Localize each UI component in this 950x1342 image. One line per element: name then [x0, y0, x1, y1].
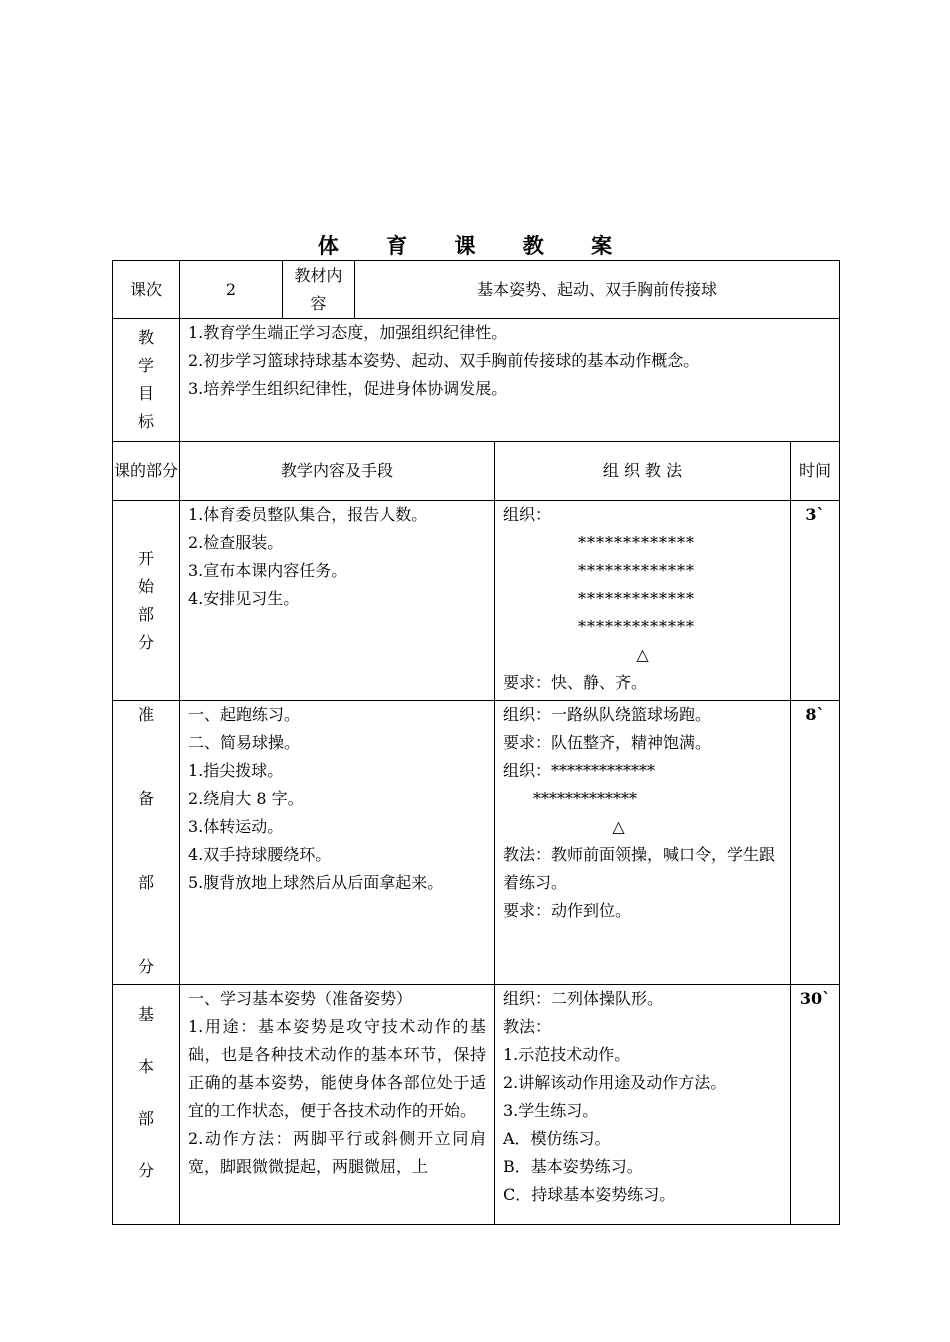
column-header-row [113, 442, 840, 501]
objectives-row [113, 319, 840, 442]
header-row [113, 261, 840, 319]
objective-item: 3.培养学生组织纪律性，促进身体协调发展。 [188, 379, 508, 398]
material-value: 基本姿势、起动、双手胸前传接球 [355, 261, 840, 319]
section-label: 准 备 部 分 [113, 701, 180, 985]
lesson-plan-table [112, 260, 840, 1225]
col-time: 时间 [791, 442, 840, 501]
section-method: 组织：一路纵队绕篮球场跑。 要求：队伍整齐，精神饱满。 组织：************* ************* △ 教法：教师前面领操，喊口令，学生跟着练习。 要求：动作到位。 [495, 701, 791, 985]
section-time: 30` [791, 985, 840, 1225]
objective-item: 2.初步学习篮球持球基本姿势、起动、双手胸前传接球的基本动作概念。 [188, 351, 700, 370]
col-content: 教学内容及手段 [180, 442, 495, 501]
objectives-content [180, 319, 840, 442]
teacher-position-marker: △ [612, 817, 625, 836]
section-time: 3` [791, 501, 840, 701]
section-basic-row [113, 985, 840, 1225]
section-start-row [113, 501, 840, 701]
page-title: 体 育 课 教 案 [317, 233, 633, 258]
lesson-value: 2 [180, 261, 283, 319]
material-label: 教材内容 [283, 261, 355, 319]
objective-item: 1.教育学生端正学习态度，加强组织纪律性。 [188, 323, 508, 342]
section-content: 1.体育委员整队集合，报告人数。 2.检查服装。 3.宣布本课内容任务。 4.安排见习生。 [180, 501, 495, 701]
teacher-position-marker: △ [636, 645, 649, 664]
lesson-label: 课次 [113, 261, 180, 319]
section-content: 一、学习基本姿势（准备姿势） 1.用途：基本姿势是攻守技术动作的基础，也是各种技术动作的基本环节，保持正确的基本姿势，能使身体各部位处于适宜的工作状态，便于各技术动作的开始。 2.动作方法：两脚平行或斜侧开立同肩宽，脚跟微微提起，两腿微屈，上 [180, 985, 495, 1225]
section-time: 8` [791, 701, 840, 985]
section-method: 组织：二列体操队形。 教法： 1.示范技术动作。 2.讲解该动作用途及动作方法。 3.学生练习。 A．模仿练习。 B．基本姿势练习。 C．持球基本姿势练习。 [495, 985, 791, 1225]
col-part: 课的部分 [113, 442, 180, 501]
section-prep-row [113, 701, 840, 985]
objectives-label: 教 学 目 标 [113, 319, 180, 442]
section-content: 一、起跑练习。 二、简易球操。 1.指尖拨球。 2.绕肩大 8 字。 3.体转运动。 4.双手持球腰绕环。 5.腹背放地上球然后从后面拿起来。 [180, 701, 495, 985]
section-method: 组织： ************* ************* ************* ************* △ 要求：快、静、齐。 [495, 501, 791, 701]
section-label: 开 始 部 分 [113, 501, 180, 701]
col-method: 组 织 教 法 [495, 442, 791, 501]
section-label: 基 本 部 分 [113, 985, 180, 1225]
